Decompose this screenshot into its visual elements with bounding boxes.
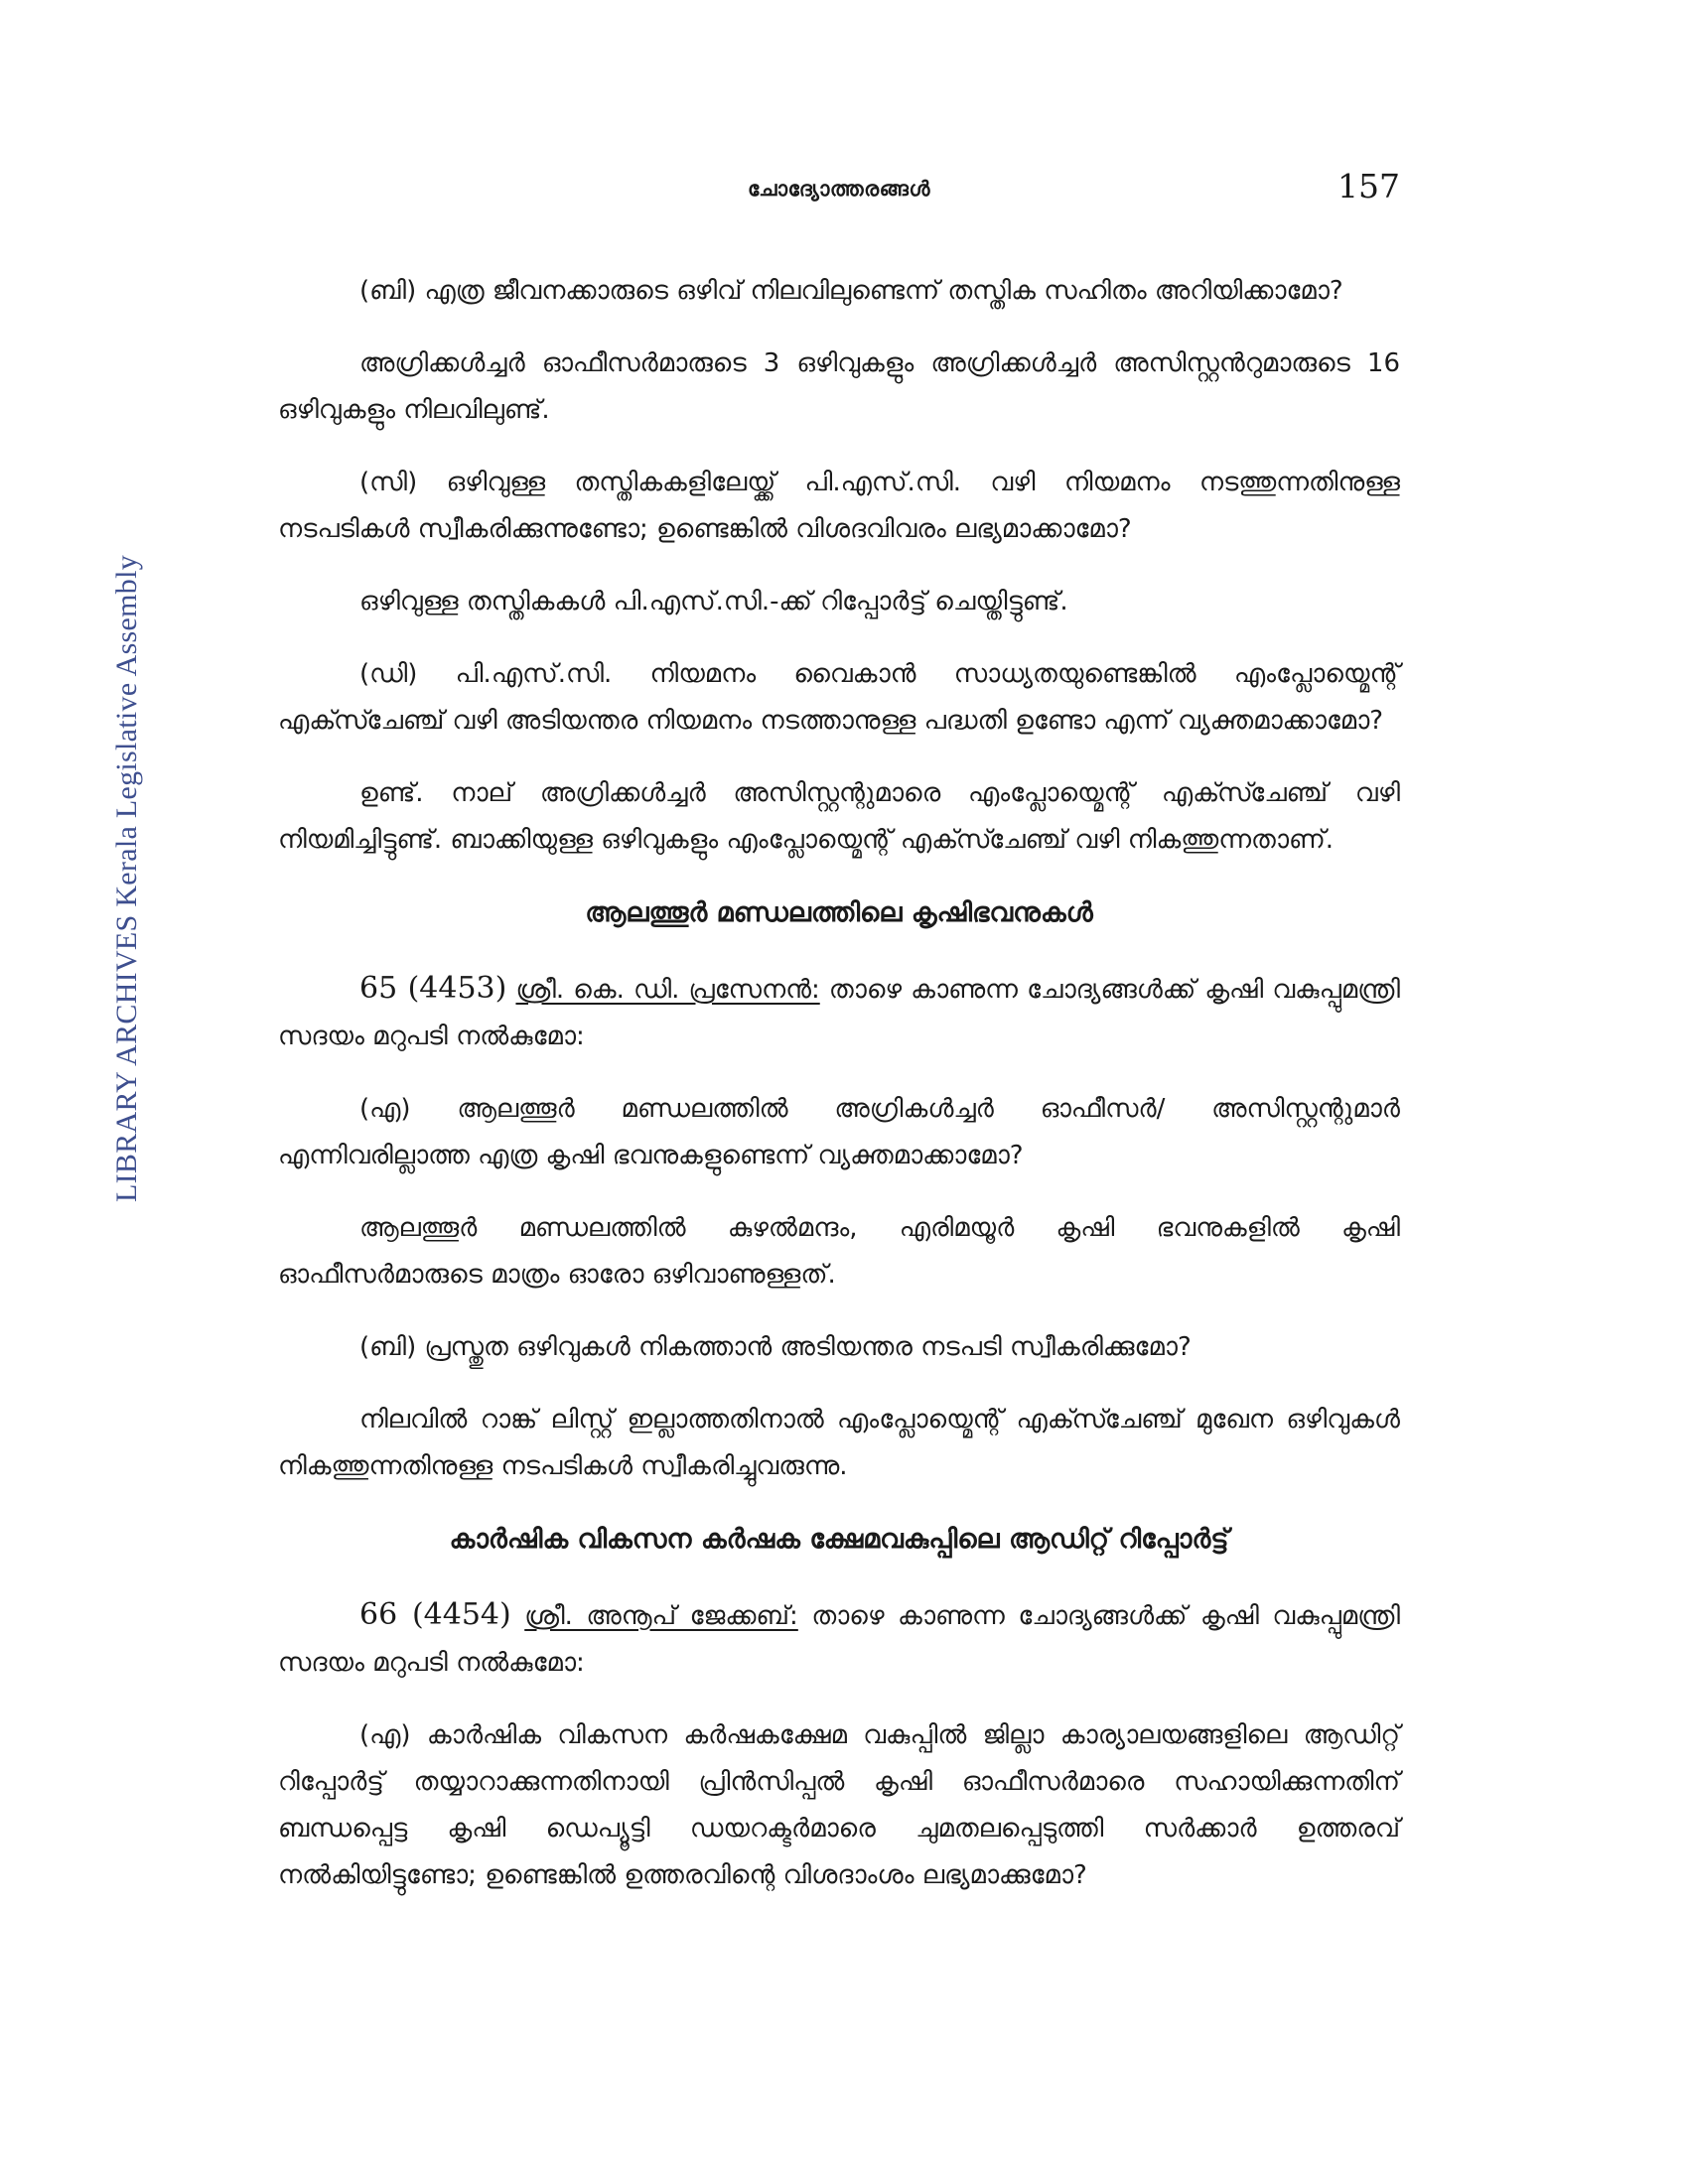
question-65-number: 65 (4453) [359, 971, 507, 1006]
answer-65-a: ആലത്തൂർ മണ്ഡലത്തിൽ കുഴൽമന്ദം, എരിമയൂർ കൃഷി ഭവനുകളിൽ കൃഷി ഓഫീസർമാരുടെ മാത്രം ഓരോ ഒഴിവാണുള്ളത്. [278, 1213, 1400, 1290]
running-title: ചോദ്യോത്തരങ്ങൾ [747, 177, 931, 201]
section-heading-alathur: ആലത്തൂർ മണ്ഡലത്തിലെ കൃഷിഭവനുകൾ [585, 897, 1093, 928]
question-66-text: താഴെ കാണുന്ന ചോദ്യങ്ങൾക്ക് കൃഷി വകുപ്പുമന്ത്രി സദയം മറുപടി നൽകുമോ: [278, 1601, 1401, 1678]
question-66-intro [278, 1591, 1400, 1687]
answer-c-psc: ഒഴിവുള്ള തസ്തികകൾ പി.എസ്.സി.-ക്ക് റിപ്പോർട്ട് ചെയ്തിട്ടുണ്ട്. [359, 587, 1068, 616]
question-65-intro [278, 965, 1400, 1060]
page-body [278, 268, 1400, 1925]
answer-d-employment-exchange: ഉണ്ട്. നാല് അഗ്രിക്കൾച്ചർ അസിസ്റ്റന്റുമാരെ എംപ്ലോയ്മെന്റ് എക്സ്ചേഞ്ച് വഴി നിയമിച്ചിട്ടുണ്ട്. ബാക്കിയുള്ള ഒഴിവുകളും എംപ്ലോയ്മെന്റ് എക്സ്ചേഞ്ച് വഴി നികത്തുന്നതാണ്. [278, 778, 1400, 855]
question-65-member: ശ്രീ. കെ. ഡി. പ്രസേനൻ: [515, 975, 820, 1005]
question-65-b: (ബി) പ്രസ്തുത ഒഴിവുകൾ നികത്താൻ അടിയന്തര നടപടി സ്വീകരിക്കുമോ? [359, 1332, 1192, 1362]
question-65-a: (എ) ആലത്തൂർ മണ്ഡലത്തിൽ അഗ്രികൾച്ചർ ഓഫീസർ/ അസിസ്റ്റന്റുമാർ എന്നിവരില്ലാത്ത എത്ര കൃഷി ഭവനുകളുണ്ടെന്ന് വ്യക്തമാക്കാമോ? [278, 1094, 1400, 1170]
question-c-psc: (സി) ഒഴിവുള്ള തസ്തികകളിലേയ്ക്ക് പി.എസ്.സി. വഴി നിയമനം നടത്തുന്നതിനുള്ള നടപടികൾ സ്വീകരിക്കുന്നുണ്ടോ; ഉണ്ടെങ്കിൽ വിശദവിവരം ലഭ്യമാക്കാമോ? [278, 468, 1400, 544]
question-66-number: 66 (4454) [359, 1597, 511, 1632]
archive-watermark [107, 308, 147, 1449]
question-65-text: താഴെ കാണുന്ന ചോദ്യങ്ങൾക്ക് കൃഷി വകുപ്പുമന്ത്രി സദയം മറുപടി നൽകുമോ: [278, 975, 1401, 1051]
answer-65-b: നിലവിൽ റാങ്ക് ലിസ്റ്റ് ഇല്ലാത്തതിനാൽ എംപ്ലോയ്മെന്റ് എക്സ്ചേഞ്ച് മുഖേന ഒഴിവുകൾ നികത്തുന്നതിനുള്ള നടപടികൾ സ്വീകരിച്ചുവരുന്നു. [278, 1405, 1400, 1481]
question-b-vacancies: (ബി) എത്ര ജീവനക്കാരുടെ ഒഴിവ് നിലവിലുണ്ടെന്ന് തസ്തിക സഹിതം അറിയിക്കാമോ? [359, 276, 1343, 306]
question-d-employment-exchange: (ഡി) പി.എസ്.സി. നിയമനം വൈകാൻ സാധ്യതയുണ്ടെങ്കിൽ എംപ്ലോയ്മെന്റ് എക്സ്ചേഞ്ച് വഴി അടിയന്തര നിയമനം നടത്താനുള്ള പദ്ധതി ഉണ്ടോ എന്ന് വ്യക്തമാക്കാമോ? [278, 659, 1400, 736]
question-66-member: ശ്രീ. അനൂപ് ജേക്കബ്: [524, 1601, 798, 1631]
running-header [278, 167, 1400, 210]
archive-watermark-text: LIBRARY ARCHIVES Kerala Legislative Assembly [110, 554, 143, 1203]
question-66-a: (എ) കാർഷിക വികസന കർഷകക്ഷേമ വകുപ്പിൽ ജില്ലാ കാര്യാലയങ്ങളിലെ ആഡിറ്റ് റിപ്പോർട്ട് തയ്യാറാക്കുന്നതിനായി പ്രിൻസിപ്പൽ കൃഷി ഓഫീസർമാരെ സഹായിക്കുന്നതിന് ബന്ധപ്പെട്ട കൃഷി ഡെപ്യൂട്ടി ഡയറക്ടർമാരെ ചുമതലപ്പെടുത്തി സർക്കാർ ഉത്തരവ് നൽകിയിട്ടുണ്ടോ; ഉണ്ടെങ്കിൽ ഉത്തരവിന്റെ വിശദാംശം ലഭ്യമാക്കുമോ? [278, 1720, 1400, 1890]
section-heading-audit-report: കാർഷിക വികസന കർഷക ക്ഷേമവകുപ്പിലെ ആഡിറ്റ് റിപ്പോർട്ട് [449, 1524, 1229, 1555]
answer-b-vacancies: അഗ്രിക്കൾച്ചർ ഓഫീസർമാരുടെ 3 ഒഴിവുകളും അഗ്രിക്കൾച്ചർ അസിസ്റ്റൻറുമാരുടെ 16 ഒഴിവുകളും നിലവിലുണ്ട്. [278, 348, 1400, 425]
page-number: 157 [1337, 167, 1400, 205]
